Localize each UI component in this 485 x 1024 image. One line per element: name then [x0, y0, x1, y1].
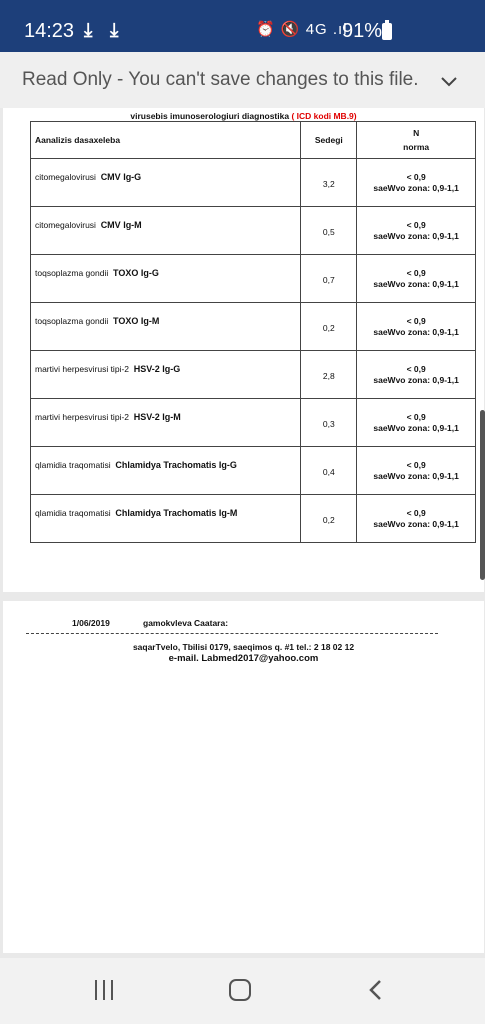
- test-norm: [357, 159, 476, 207]
- table-header-row: [31, 122, 476, 159]
- test-name: [31, 447, 301, 495]
- chevron-down-icon[interactable]: [436, 72, 462, 92]
- read-only-message: Read Only - You can't save changes to this file.: [22, 69, 419, 90]
- back-button[interactable]: [366, 978, 386, 1002]
- document-page-2: [3, 601, 484, 953]
- header-name: Aanalizis dasaxeleba: [31, 122, 301, 159]
- header-norm-bottom: norma: [403, 141, 430, 152]
- norm-zone: saeWvo zona: 0,9-1,1: [373, 182, 459, 193]
- report-date: 1/06/2019: [72, 618, 110, 628]
- test-result: 0,3: [301, 399, 357, 447]
- norm-value: < 0,9: [406, 411, 426, 422]
- status-bar: [0, 0, 485, 52]
- battery-icon: [382, 23, 392, 40]
- icd-code: ( ICD kodi MB.9): [291, 111, 357, 121]
- norm-value: < 0,9: [406, 363, 426, 374]
- footer-address: saqarTvelo, Tbilisi 0179, saeqimos q. #1 tel.: 2 18 02 12: [132, 642, 355, 652]
- test-name-plain: citomegalovirusi: [35, 172, 96, 182]
- test-result: 3,2: [301, 159, 357, 207]
- title-main: virusebis imunoserologiuri diagnostika: [130, 111, 290, 121]
- download-icon: ⤓: [110, 20, 119, 41]
- test-name-code: HSV-2 Ig-M: [133, 412, 181, 422]
- recent-apps-button[interactable]: [95, 980, 117, 1000]
- navigation-bar: [0, 958, 485, 1024]
- test-name-code: HSV-2 Ig-G: [133, 364, 181, 374]
- test-name-plain: toqsoplazma gondii: [35, 268, 109, 278]
- test-norm: [357, 207, 476, 255]
- header-norm: [357, 122, 476, 159]
- footer-divider: [26, 633, 438, 634]
- test-name-code: CMV Ig-G: [100, 172, 142, 182]
- header-result: Sedegi: [301, 122, 357, 159]
- test-norm: [357, 255, 476, 303]
- read-only-banner: [0, 52, 485, 108]
- table-row: [31, 399, 476, 447]
- norm-value: < 0,9: [406, 459, 426, 470]
- test-norm: [357, 495, 476, 543]
- header-norm-top: N: [413, 127, 420, 138]
- test-name: [31, 351, 301, 399]
- table-row: [31, 495, 476, 543]
- test-name-plain: qlamidia traqomatisi: [35, 460, 111, 470]
- test-result: 0,7: [301, 255, 357, 303]
- test-name: [31, 495, 301, 543]
- test-name-plain: martivi herpesvirusi tipi-2: [35, 412, 129, 422]
- test-name-plain: martivi herpesvirusi tipi-2: [35, 364, 129, 374]
- norm-zone: saeWvo zona: 0,9-1,1: [373, 470, 459, 481]
- test-result: 0,4: [301, 447, 357, 495]
- table-row: [31, 303, 476, 351]
- scrollbar-thumb[interactable]: [480, 410, 485, 580]
- test-norm: [357, 399, 476, 447]
- test-name-plain: toqsoplazma gondii: [35, 316, 109, 326]
- norm-zone: saeWvo zona: 0,9-1,1: [373, 518, 459, 529]
- test-name: [31, 399, 301, 447]
- test-name-code: TOXO Ig-G: [112, 268, 159, 278]
- document-title: [3, 111, 484, 121]
- norm-value: < 0,9: [406, 219, 426, 230]
- table-row: [31, 207, 476, 255]
- home-button[interactable]: [229, 979, 251, 1001]
- test-name-code: Chlamidya Trachomatis Ig-M: [115, 508, 238, 518]
- norm-value: < 0,9: [406, 171, 426, 182]
- test-norm: [357, 351, 476, 399]
- battery-percent: 91%: [342, 20, 383, 42]
- table-row: [31, 447, 476, 495]
- table-row: [31, 255, 476, 303]
- test-name: [31, 255, 301, 303]
- download-icon: ⤓: [84, 20, 93, 41]
- norm-value: < 0,9: [406, 315, 426, 326]
- norm-zone: saeWvo zona: 0,9-1,1: [373, 326, 459, 337]
- test-name-code: Chlamidya Trachomatis Ig-G: [115, 460, 237, 470]
- test-result: 0,5: [301, 207, 357, 255]
- document-page-1: [3, 108, 484, 592]
- norm-zone: saeWvo zona: 0,9-1,1: [373, 278, 459, 289]
- test-name: [31, 159, 301, 207]
- test-result: 0,2: [301, 495, 357, 543]
- test-name-code: TOXO Ig-M: [112, 316, 160, 326]
- test-norm: [357, 303, 476, 351]
- norm-zone: saeWvo zona: 0,9-1,1: [373, 422, 459, 433]
- norm-value: < 0,9: [406, 507, 426, 518]
- test-result: 0,2: [301, 303, 357, 351]
- status-icons: ⏰ 🔇 4G .ıl: [256, 21, 348, 38]
- test-name: [31, 207, 301, 255]
- test-name: [31, 303, 301, 351]
- test-name-code: CMV Ig-M: [100, 220, 142, 230]
- norm-zone: saeWvo zona: 0,9-1,1: [373, 374, 459, 385]
- test-norm: [357, 447, 476, 495]
- table-row: [31, 159, 476, 207]
- status-time: 14:23: [24, 20, 75, 42]
- footer-email: e-mail. Labmed2017@yahoo.com: [168, 653, 319, 664]
- results-table: [30, 121, 476, 543]
- test-result: 2,8: [301, 351, 357, 399]
- test-name-plain: citomegalovirusi: [35, 220, 96, 230]
- norm-value: < 0,9: [406, 267, 426, 278]
- signature-label: gamokvleva Caatara:: [143, 618, 229, 628]
- test-name-plain: qlamidia traqomatisi: [35, 508, 111, 518]
- norm-zone: saeWvo zona: 0,9-1,1: [373, 230, 459, 241]
- table-row: [31, 351, 476, 399]
